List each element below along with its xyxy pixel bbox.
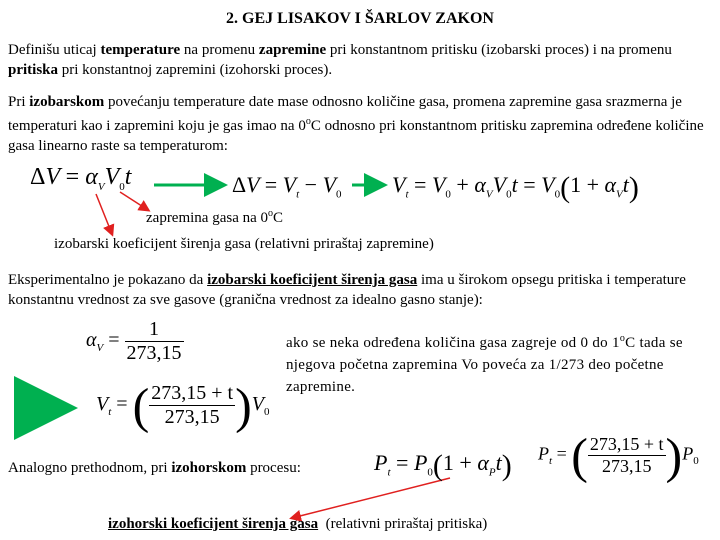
izobar-paragraph: Pri izobarskom povećanju temperature date mase odnosno količine gasa, promena zapremine gasa srazmerna je temperaturi kao i zapremini koju je gas imao na 0$^o$C odnosno pri konstantnom pritisku zapremina određene količine gasa linearno raste sa temperaturom: xyxy=(8,94,704,154)
note-paragraph: ako se neka određena količina gasa zagreje od 0 do 1$^o$C tada se njegova početna zapremina Vo poveća za 1/273 deo početne zapremine. xyxy=(286,333,683,395)
izohor-paragraph: Analogno prethodnom, pri izohorskom procesu: xyxy=(8,460,301,476)
alpha-annotation: izobarski koeficijent širenja gasa (relativni priraštaj zapremine) xyxy=(54,236,434,252)
page-title: 2. GEJ LISAKOV I ŠARLOV ZAKON xyxy=(226,10,494,27)
equation-delta-v-diff: $\Delta V = V_t - V_0$ xyxy=(232,172,342,201)
equation-vt-fraction: $V_t$ = ( $\frac{273,15 + t}{273,15}$ )$V_0$ xyxy=(96,377,270,434)
v0-annotation: zapremina gasa na 0$^o$C xyxy=(146,208,284,226)
intro-paragraph: Definišu uticaj temperature na promenu zapremine pri konstantnom pritisku (izobarski proces) i na promenu pritiska pri konstantnoj zapremini (izohorski proces). xyxy=(8,42,672,78)
equation-alpha-v: $\alpha_V$ = $\frac{1}{273,15}$ xyxy=(86,318,182,364)
red-arrow xyxy=(292,478,450,518)
bottom-annotation: izohorski koeficijent širenja gasa (relativni priraštaj pritiska) xyxy=(108,516,488,532)
equation-vt-linear: $V_t = V_0 + \alpha_VV_0t = V_0(1 + \alpha_Vt)$ xyxy=(392,171,639,204)
experiment-paragraph: Eksperimentalno je pokazano da izobarski koeficijent širenja gasa ima u širokom opsegu pritiska i temperature konstantnu vrednost za sve gasove (granična vrednost za idealno gasno stanje): xyxy=(8,272,686,308)
red-arrow xyxy=(120,192,148,210)
equation-pt-fraction: $P_t$ = ( $\frac{273,15 + t}{273,15}$ )$P_0$ xyxy=(538,427,699,484)
equation-pt-linear: $P_t = P_0(1 + \alpha_Pt)$ xyxy=(374,449,512,482)
red-arrow xyxy=(96,194,112,234)
equation-delta-v: $\Delta V = \alpha_VV_0t$ xyxy=(30,164,132,193)
